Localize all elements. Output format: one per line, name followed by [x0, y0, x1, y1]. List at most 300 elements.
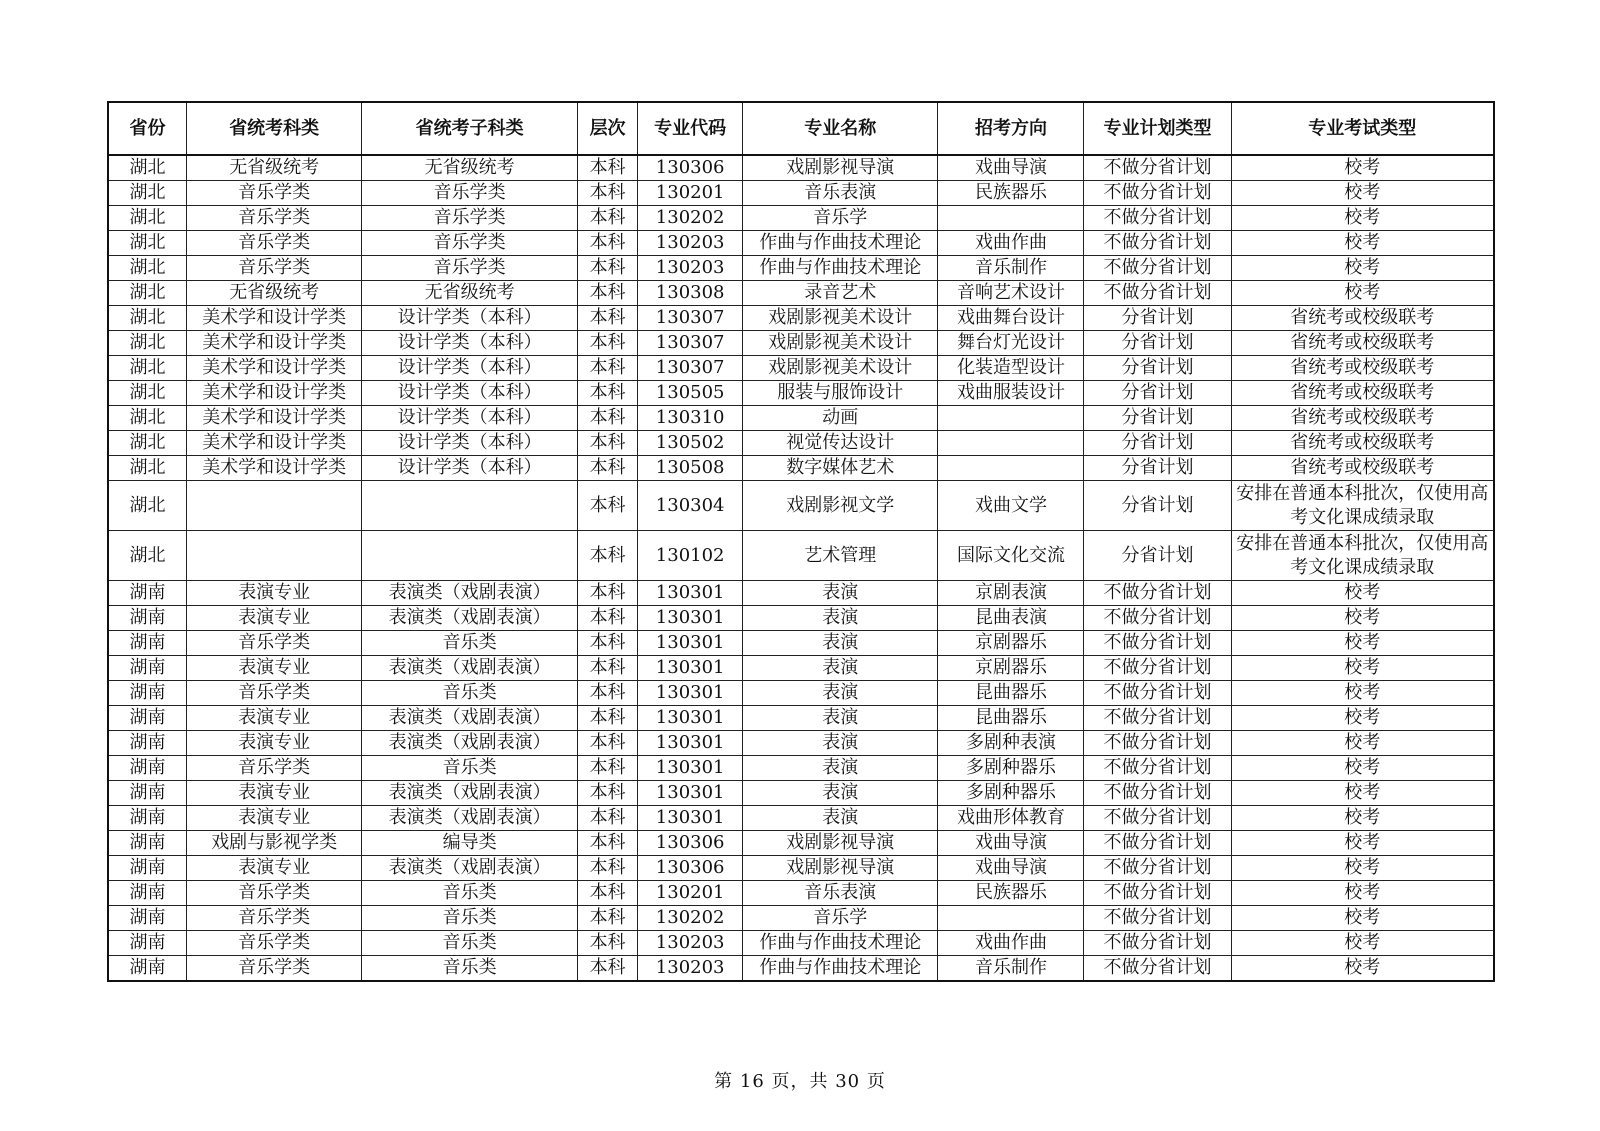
cell-exam-subcategory: 音乐类	[362, 681, 578, 706]
cell-level: 本科	[577, 706, 637, 731]
cell-exam-type: 省统考或校级联考	[1231, 406, 1494, 431]
cell-province: 湖南	[108, 631, 187, 656]
cell-major-name: 表演	[743, 806, 938, 831]
table-row	[108, 155, 1494, 181]
cell-exam-type: 校考	[1231, 706, 1494, 731]
cell-plan-type: 不做分省计划	[1084, 906, 1231, 931]
cell-province: 湖北	[108, 155, 187, 181]
cell-exam-category: 音乐学类	[187, 681, 362, 706]
cell-major-code: 130203	[638, 956, 743, 982]
cell-province: 湖北	[108, 531, 187, 581]
cell-major-name: 表演	[743, 681, 938, 706]
table-row	[108, 431, 1494, 456]
cell-major-name: 表演	[743, 581, 938, 606]
cell-level: 本科	[577, 781, 637, 806]
cell-major-name: 作曲与作曲技术理论	[743, 931, 938, 956]
cell-major-code: 130301	[638, 631, 743, 656]
cell-direction: 多剧种表演	[938, 731, 1084, 756]
cell-level: 本科	[577, 431, 637, 456]
cell-major-name: 数字媒体艺术	[743, 456, 938, 481]
cell-direction	[938, 431, 1084, 456]
cell-major-code: 130202	[638, 906, 743, 931]
cell-major-code: 130301	[638, 731, 743, 756]
cell-direction: 音响艺术设计	[938, 281, 1084, 306]
cell-direction: 戏曲文学	[938, 481, 1084, 531]
cell-exam-subcategory: 设计学类（本科）	[362, 356, 578, 381]
cell-province: 湖南	[108, 956, 187, 982]
cell-major-name: 音乐学	[743, 206, 938, 231]
cell-major-code: 130201	[638, 881, 743, 906]
cell-major-code: 130301	[638, 581, 743, 606]
table-header-row	[108, 102, 1494, 155]
cell-level: 本科	[577, 581, 637, 606]
cell-plan-type: 不做分省计划	[1084, 956, 1231, 982]
cell-exam-type: 省统考或校级联考	[1231, 381, 1494, 406]
table-row	[108, 281, 1494, 306]
cell-plan-type: 不做分省计划	[1084, 856, 1231, 881]
cell-exam-subcategory: 表演类（戏剧表演）	[362, 606, 578, 631]
table-row	[108, 856, 1494, 881]
col-header-plan-type: 专业计划类型	[1084, 102, 1231, 155]
cell-exam-category: 音乐学类	[187, 231, 362, 256]
cell-exam-subcategory: 音乐类	[362, 631, 578, 656]
cell-exam-subcategory: 设计学类（本科）	[362, 431, 578, 456]
cell-exam-subcategory: 音乐类	[362, 756, 578, 781]
cell-major-code: 130505	[638, 381, 743, 406]
cell-province: 湖北	[108, 306, 187, 331]
cell-plan-type: 不做分省计划	[1084, 881, 1231, 906]
cell-exam-subcategory: 设计学类（本科）	[362, 306, 578, 331]
cell-major-name: 音乐学	[743, 906, 938, 931]
table-row	[108, 706, 1494, 731]
cell-major-code: 130201	[638, 181, 743, 206]
cell-province: 湖北	[108, 256, 187, 281]
cell-province: 湖北	[108, 206, 187, 231]
table-row	[108, 931, 1494, 956]
cell-exam-type: 校考	[1231, 731, 1494, 756]
cell-plan-type: 不做分省计划	[1084, 656, 1231, 681]
cell-exam-category: 美术学和设计学类	[187, 406, 362, 431]
table-row	[108, 306, 1494, 331]
table-row	[108, 881, 1494, 906]
cell-exam-type: 校考	[1231, 281, 1494, 306]
cell-plan-type: 不做分省计划	[1084, 606, 1231, 631]
cell-exam-type: 校考	[1231, 806, 1494, 831]
cell-level: 本科	[577, 856, 637, 881]
cell-exam-category: 表演专业	[187, 781, 362, 806]
cell-province: 湖南	[108, 881, 187, 906]
cell-exam-category: 表演专业	[187, 731, 362, 756]
cell-exam-type: 校考	[1231, 931, 1494, 956]
cell-major-name: 表演	[743, 781, 938, 806]
cell-exam-subcategory: 音乐学类	[362, 181, 578, 206]
cell-major-code: 130307	[638, 306, 743, 331]
cell-level: 本科	[577, 881, 637, 906]
cell-exam-subcategory: 表演类（戏剧表演）	[362, 656, 578, 681]
cell-plan-type: 不做分省计划	[1084, 181, 1231, 206]
cell-plan-type: 不做分省计划	[1084, 756, 1231, 781]
cell-exam-category: 表演专业	[187, 806, 362, 831]
table-row	[108, 231, 1494, 256]
cell-plan-type: 分省计划	[1084, 306, 1231, 331]
cell-exam-type: 校考	[1231, 831, 1494, 856]
cell-major-code: 130306	[638, 856, 743, 881]
cell-exam-category	[187, 481, 362, 531]
cell-direction: 国际文化交流	[938, 531, 1084, 581]
cell-major-code: 130306	[638, 831, 743, 856]
cell-level: 本科	[577, 406, 637, 431]
cell-plan-type: 分省计划	[1084, 381, 1231, 406]
cell-major-name: 戏剧影视美术设计	[743, 331, 938, 356]
table-row	[108, 581, 1494, 606]
cell-exam-category: 美术学和设计学类	[187, 381, 362, 406]
cell-province: 湖南	[108, 931, 187, 956]
cell-exam-type: 省统考或校级联考	[1231, 331, 1494, 356]
cell-plan-type: 不做分省计划	[1084, 281, 1231, 306]
page-number: 第 16 页，共 30 页	[714, 1071, 886, 1092]
cell-level: 本科	[577, 381, 637, 406]
cell-exam-type: 安排在普通本科批次，仅使用高考文化课成绩录取	[1231, 481, 1494, 531]
cell-exam-subcategory: 表演类（戏剧表演）	[362, 706, 578, 731]
cell-exam-subcategory: 表演类（戏剧表演）	[362, 856, 578, 881]
cell-exam-category: 表演专业	[187, 856, 362, 881]
table-row	[108, 331, 1494, 356]
cell-exam-subcategory: 设计学类（本科）	[362, 331, 578, 356]
cell-exam-subcategory: 表演类（戏剧表演）	[362, 731, 578, 756]
cell-level: 本科	[577, 281, 637, 306]
cell-exam-type: 校考	[1231, 681, 1494, 706]
cell-exam-category: 无省级统考	[187, 281, 362, 306]
cell-direction	[938, 456, 1084, 481]
cell-major-code: 130203	[638, 931, 743, 956]
cell-province: 湖南	[108, 831, 187, 856]
admissions-table	[107, 101, 1495, 982]
cell-major-name: 戏剧影视美术设计	[743, 306, 938, 331]
cell-level: 本科	[577, 906, 637, 931]
cell-exam-subcategory: 表演类（戏剧表演）	[362, 581, 578, 606]
cell-plan-type: 分省计划	[1084, 356, 1231, 381]
cell-major-name: 视觉传达设计	[743, 431, 938, 456]
cell-exam-category: 音乐学类	[187, 931, 362, 956]
cell-plan-type: 不做分省计划	[1084, 931, 1231, 956]
cell-exam-subcategory: 音乐类	[362, 881, 578, 906]
cell-exam-category: 美术学和设计学类	[187, 456, 362, 481]
cell-direction: 戏曲形体教育	[938, 806, 1084, 831]
cell-exam-category: 美术学和设计学类	[187, 306, 362, 331]
cell-exam-type: 校考	[1231, 181, 1494, 206]
cell-direction: 音乐制作	[938, 256, 1084, 281]
cell-exam-type: 省统考或校级联考	[1231, 456, 1494, 481]
cell-province: 湖南	[108, 856, 187, 881]
cell-exam-category: 表演专业	[187, 706, 362, 731]
cell-plan-type: 不做分省计划	[1084, 631, 1231, 656]
cell-major-name: 表演	[743, 706, 938, 731]
table-row	[108, 181, 1494, 206]
cell-province: 湖南	[108, 681, 187, 706]
cell-major-code: 130310	[638, 406, 743, 431]
cell-exam-subcategory: 设计学类（本科）	[362, 381, 578, 406]
cell-exam-subcategory: 无省级统考	[362, 155, 578, 181]
cell-plan-type: 分省计划	[1084, 531, 1231, 581]
table-row	[108, 481, 1494, 531]
cell-province: 湖北	[108, 231, 187, 256]
cell-plan-type: 分省计划	[1084, 456, 1231, 481]
cell-level: 本科	[577, 931, 637, 956]
table-row	[108, 606, 1494, 631]
cell-level: 本科	[577, 155, 637, 181]
cell-province: 湖南	[108, 781, 187, 806]
cell-major-code: 130202	[638, 206, 743, 231]
cell-direction: 民族器乐	[938, 181, 1084, 206]
cell-plan-type: 不做分省计划	[1084, 231, 1231, 256]
cell-exam-category: 音乐学类	[187, 256, 362, 281]
cell-level: 本科	[577, 806, 637, 831]
cell-direction: 多剧种器乐	[938, 756, 1084, 781]
cell-direction: 戏曲导演	[938, 831, 1084, 856]
cell-exam-type: 校考	[1231, 631, 1494, 656]
cell-exam-type: 校考	[1231, 606, 1494, 631]
cell-major-code: 130307	[638, 356, 743, 381]
cell-direction: 化装造型设计	[938, 356, 1084, 381]
table-row	[108, 731, 1494, 756]
cell-major-code: 130301	[638, 781, 743, 806]
cell-direction	[938, 906, 1084, 931]
cell-direction: 戏曲作曲	[938, 931, 1084, 956]
cell-direction: 戏曲导演	[938, 856, 1084, 881]
cell-exam-type: 校考	[1231, 581, 1494, 606]
col-header-level: 层次	[577, 102, 637, 155]
cell-exam-subcategory	[362, 481, 578, 531]
cell-exam-category: 美术学和设计学类	[187, 431, 362, 456]
cell-level: 本科	[577, 231, 637, 256]
cell-exam-category: 戏剧与影视学类	[187, 831, 362, 856]
cell-major-name: 表演	[743, 731, 938, 756]
table-row	[108, 956, 1494, 982]
cell-exam-type: 校考	[1231, 906, 1494, 931]
cell-exam-type: 校考	[1231, 656, 1494, 681]
cell-plan-type: 分省计划	[1084, 431, 1231, 456]
cell-province: 湖北	[108, 456, 187, 481]
cell-exam-category: 音乐学类	[187, 881, 362, 906]
table-body	[108, 155, 1494, 981]
cell-exam-subcategory: 音乐类	[362, 956, 578, 982]
cell-direction: 京剧器乐	[938, 631, 1084, 656]
cell-exam-type: 校考	[1231, 155, 1494, 181]
table-row	[108, 206, 1494, 231]
cell-level: 本科	[577, 256, 637, 281]
cell-major-name: 戏剧影视文学	[743, 481, 938, 531]
cell-major-code: 130301	[638, 756, 743, 781]
cell-level: 本科	[577, 681, 637, 706]
cell-major-name: 录音艺术	[743, 281, 938, 306]
cell-major-name: 戏剧影视导演	[743, 831, 938, 856]
cell-direction	[938, 206, 1084, 231]
cell-major-code: 130301	[638, 681, 743, 706]
cell-exam-category	[187, 531, 362, 581]
cell-exam-subcategory: 编导类	[362, 831, 578, 856]
cell-province: 湖北	[108, 406, 187, 431]
cell-major-code: 130508	[638, 456, 743, 481]
cell-province: 湖北	[108, 381, 187, 406]
cell-major-name: 表演	[743, 656, 938, 681]
cell-exam-subcategory: 音乐类	[362, 906, 578, 931]
cell-direction: 戏曲舞台设计	[938, 306, 1084, 331]
table-row	[108, 631, 1494, 656]
cell-province: 湖南	[108, 731, 187, 756]
col-header-direction: 招考方向	[938, 102, 1084, 155]
cell-exam-category: 表演专业	[187, 606, 362, 631]
table-row	[108, 456, 1494, 481]
cell-major-code: 130304	[638, 481, 743, 531]
cell-exam-subcategory: 音乐学类	[362, 231, 578, 256]
cell-exam-category: 美术学和设计学类	[187, 331, 362, 356]
cell-major-name: 表演	[743, 756, 938, 781]
cell-exam-type: 安排在普通本科批次，仅使用高考文化课成绩录取	[1231, 531, 1494, 581]
cell-exam-category: 表演专业	[187, 581, 362, 606]
cell-major-code: 130102	[638, 531, 743, 581]
cell-major-name: 作曲与作曲技术理论	[743, 256, 938, 281]
cell-level: 本科	[577, 656, 637, 681]
cell-province: 湖南	[108, 706, 187, 731]
cell-exam-subcategory: 音乐学类	[362, 256, 578, 281]
cell-exam-category: 音乐学类	[187, 181, 362, 206]
cell-province: 湖北	[108, 281, 187, 306]
cell-direction: 多剧种器乐	[938, 781, 1084, 806]
cell-plan-type: 不做分省计划	[1084, 155, 1231, 181]
col-header-exam-type: 专业考试类型	[1231, 102, 1494, 155]
table-row	[108, 756, 1494, 781]
cell-direction: 民族器乐	[938, 881, 1084, 906]
cell-province: 湖南	[108, 606, 187, 631]
cell-exam-type: 校考	[1231, 256, 1494, 281]
cell-level: 本科	[577, 456, 637, 481]
cell-plan-type: 不做分省计划	[1084, 831, 1231, 856]
col-header-exam-category: 省统考科类	[187, 102, 362, 155]
cell-major-name: 表演	[743, 631, 938, 656]
cell-exam-category: 音乐学类	[187, 906, 362, 931]
cell-level: 本科	[577, 606, 637, 631]
cell-exam-category: 无省级统考	[187, 155, 362, 181]
cell-major-code: 130301	[638, 606, 743, 631]
cell-direction: 戏曲服装设计	[938, 381, 1084, 406]
cell-plan-type: 分省计划	[1084, 481, 1231, 531]
cell-province: 湖北	[108, 331, 187, 356]
table-row	[108, 681, 1494, 706]
cell-level: 本科	[577, 956, 637, 982]
cell-exam-subcategory: 设计学类（本科）	[362, 456, 578, 481]
table-row	[108, 406, 1494, 431]
cell-major-code: 130203	[638, 231, 743, 256]
cell-major-name: 音乐表演	[743, 881, 938, 906]
cell-exam-type: 校考	[1231, 231, 1494, 256]
cell-level: 本科	[577, 181, 637, 206]
cell-level: 本科	[577, 306, 637, 331]
table-row	[108, 906, 1494, 931]
cell-province: 湖北	[108, 481, 187, 531]
cell-major-code: 130203	[638, 256, 743, 281]
cell-exam-subcategory: 音乐类	[362, 931, 578, 956]
cell-direction: 昆曲表演	[938, 606, 1084, 631]
cell-province: 湖南	[108, 756, 187, 781]
cell-exam-type: 校考	[1231, 781, 1494, 806]
cell-major-code: 130301	[638, 806, 743, 831]
cell-exam-subcategory	[362, 531, 578, 581]
table-row	[108, 781, 1494, 806]
cell-exam-subcategory: 表演类（戏剧表演）	[362, 781, 578, 806]
cell-exam-type: 省统考或校级联考	[1231, 356, 1494, 381]
cell-major-code: 130301	[638, 706, 743, 731]
cell-major-code: 130308	[638, 281, 743, 306]
cell-province: 湖北	[108, 181, 187, 206]
cell-major-name: 艺术管理	[743, 531, 938, 581]
table-row	[108, 256, 1494, 281]
cell-exam-category: 音乐学类	[187, 631, 362, 656]
table-row	[108, 531, 1494, 581]
cell-plan-type: 不做分省计划	[1084, 581, 1231, 606]
cell-level: 本科	[577, 206, 637, 231]
cell-major-name: 服装与服饰设计	[743, 381, 938, 406]
cell-major-name: 音乐表演	[743, 181, 938, 206]
cell-major-name: 动画	[743, 406, 938, 431]
cell-exam-type: 省统考或校级联考	[1231, 431, 1494, 456]
cell-exam-type: 校考	[1231, 206, 1494, 231]
cell-major-code: 130301	[638, 656, 743, 681]
cell-province: 湖南	[108, 806, 187, 831]
cell-exam-category: 音乐学类	[187, 956, 362, 982]
cell-province: 湖南	[108, 906, 187, 931]
cell-direction: 音乐制作	[938, 956, 1084, 982]
cell-province: 湖南	[108, 656, 187, 681]
col-header-exam-subcategory: 省统考子科类	[362, 102, 578, 155]
cell-exam-type: 校考	[1231, 881, 1494, 906]
cell-plan-type: 分省计划	[1084, 406, 1231, 431]
table-row	[108, 831, 1494, 856]
cell-major-name: 作曲与作曲技术理论	[743, 231, 938, 256]
cell-level: 本科	[577, 531, 637, 581]
table-row	[108, 356, 1494, 381]
cell-level: 本科	[577, 731, 637, 756]
cell-plan-type: 不做分省计划	[1084, 781, 1231, 806]
cell-major-name: 戏剧影视美术设计	[743, 356, 938, 381]
cell-exam-category: 音乐学类	[187, 206, 362, 231]
cell-direction: 京剧器乐	[938, 656, 1084, 681]
cell-exam-category: 美术学和设计学类	[187, 356, 362, 381]
cell-exam-category: 表演专业	[187, 656, 362, 681]
table-row	[108, 806, 1494, 831]
cell-exam-subcategory: 设计学类（本科）	[362, 406, 578, 431]
cell-major-name: 作曲与作曲技术理论	[743, 956, 938, 982]
cell-direction: 舞台灯光设计	[938, 331, 1084, 356]
cell-level: 本科	[577, 356, 637, 381]
cell-level: 本科	[577, 756, 637, 781]
cell-exam-subcategory: 音乐学类	[362, 206, 578, 231]
cell-province: 湖北	[108, 431, 187, 456]
cell-direction: 昆曲器乐	[938, 706, 1084, 731]
cell-major-code: 130306	[638, 155, 743, 181]
cell-direction: 昆曲器乐	[938, 681, 1084, 706]
table-row	[108, 381, 1494, 406]
cell-plan-type: 不做分省计划	[1084, 206, 1231, 231]
cell-direction: 戏曲作曲	[938, 231, 1084, 256]
cell-plan-type: 不做分省计划	[1084, 731, 1231, 756]
cell-level: 本科	[577, 831, 637, 856]
cell-exam-type: 校考	[1231, 956, 1494, 982]
cell-province: 湖南	[108, 581, 187, 606]
cell-plan-type: 不做分省计划	[1084, 681, 1231, 706]
cell-direction: 京剧表演	[938, 581, 1084, 606]
cell-plan-type: 不做分省计划	[1084, 706, 1231, 731]
cell-province: 湖北	[108, 356, 187, 381]
